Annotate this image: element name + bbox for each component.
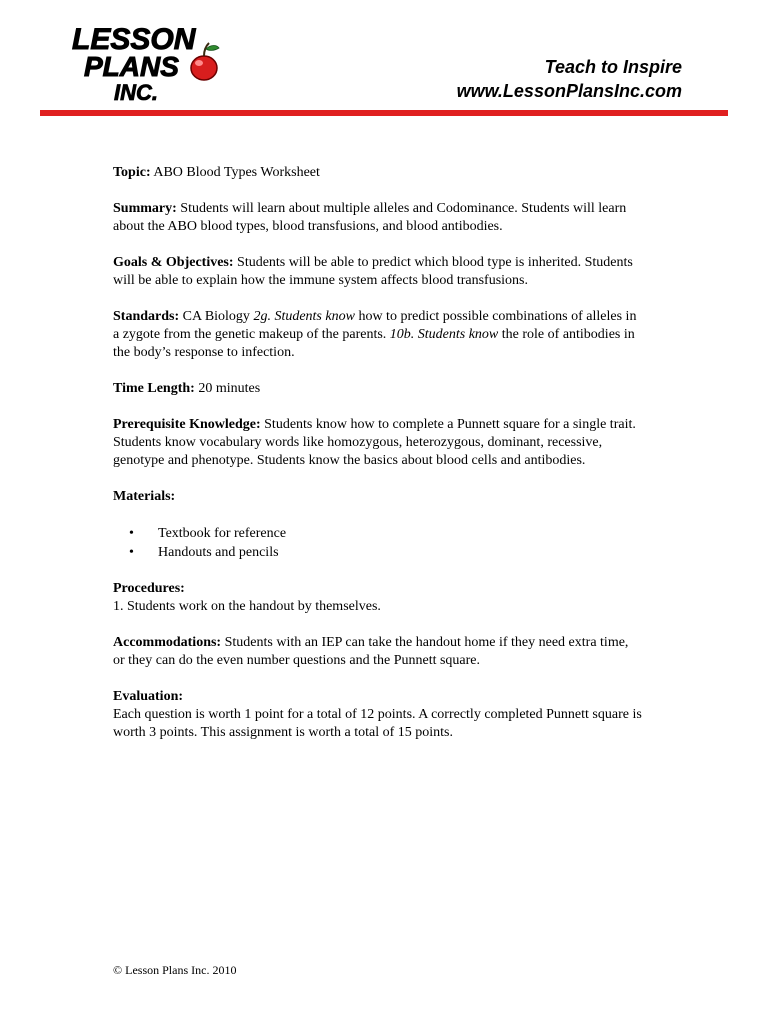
- procedures-section: [113, 580, 643, 616]
- time-length-label: Time Length:: [113, 381, 195, 396]
- summary-section: [113, 200, 643, 236]
- goals-text: Students will be able to predict which blood type is inherited. Students will be able to explain how the immune system affects blood transfusions.: [113, 255, 633, 288]
- header-divider: [40, 110, 728, 116]
- prerequisite-section: [113, 416, 643, 470]
- standards-ref1: 2g. Students know: [253, 309, 355, 324]
- website-link[interactable]: www.LessonPlansInc.com: [456, 81, 682, 101]
- tagline-text: Teach to Inspire: [544, 57, 682, 77]
- topic-text: ABO Blood Types Worksheet: [153, 165, 320, 180]
- bullet-icon: •: [129, 526, 134, 541]
- bullet-icon: •: [129, 545, 134, 560]
- list-item: [113, 524, 643, 543]
- materials-label: Materials:: [113, 489, 176, 504]
- prerequisite-text: Students know how to complete a Punnett square for a single trait. Students know vocabulary words like homozygous, heterozygous, dominant, recessive, genotype and phenotype. Students know the basics about blood cells and antibodies.: [113, 417, 636, 468]
- topic-section: [113, 164, 643, 182]
- evaluation-label: Evaluation:: [113, 689, 184, 704]
- logo-word-lesson: LESSON: [72, 23, 196, 56]
- standards-section: [113, 308, 643, 362]
- time-length-section: [113, 380, 643, 398]
- standards-label: Standards:: [113, 309, 180, 324]
- summary-label: Summary:: [113, 201, 177, 216]
- list-item: [113, 543, 643, 562]
- evaluation-text: Each question is worth 1 point for a total of 12 points. A correctly completed Punnett square is worth 3 points. This assignment is worth a total of 15 points.: [113, 707, 642, 740]
- standards-part2: how to predict possible combinations of alleles in a zygote from the genetic makeup of the parents.: [113, 309, 637, 342]
- summary-text: Students will learn about multiple alleles and Codominance. Students will learn about the ABO blood types, blood transfusions, and blood antibodies.: [113, 201, 627, 234]
- logo-word-inc: INC.: [114, 80, 158, 104]
- evaluation-section: [113, 688, 643, 742]
- accommodations-section: [113, 634, 643, 670]
- accommodations-label: Accommodations:: [113, 635, 222, 650]
- lesson-plan-body: [113, 164, 643, 760]
- materials-heading-section: [113, 488, 643, 506]
- copyright-footer: © Lesson Plans Inc. 2010: [113, 963, 237, 977]
- standards-ref2: 10b. Students know: [389, 327, 499, 342]
- goals-section: [113, 254, 643, 290]
- lesson-plans-logo: [70, 22, 230, 104]
- materials-list: [113, 524, 643, 562]
- logo-graphic: [70, 22, 230, 104]
- standards-part1: CA Biology: [182, 309, 250, 324]
- procedure-step: 1. Students work on the handout by themselves.: [113, 599, 381, 614]
- material-item-text: Textbook for reference: [158, 526, 287, 541]
- standards-part3: the role of antibodies in the body’s response to infection.: [113, 327, 635, 360]
- header-tagline: [457, 55, 682, 103]
- accommodations-text: Students with an IEP can take the handout home if they need extra time, or they can do the even number questions and the Punnett square.: [113, 635, 629, 668]
- prerequisite-label: Prerequisite Knowledge:: [113, 417, 261, 432]
- logo-word-plans: PLANS: [84, 51, 179, 82]
- goals-label: Goals & Objectives:: [113, 255, 234, 270]
- procedures-label: Procedures:: [113, 581, 185, 596]
- material-item-text: Handouts and pencils: [158, 545, 279, 560]
- time-length-text: 20 minutes: [198, 381, 261, 396]
- topic-label: Topic:: [113, 165, 151, 180]
